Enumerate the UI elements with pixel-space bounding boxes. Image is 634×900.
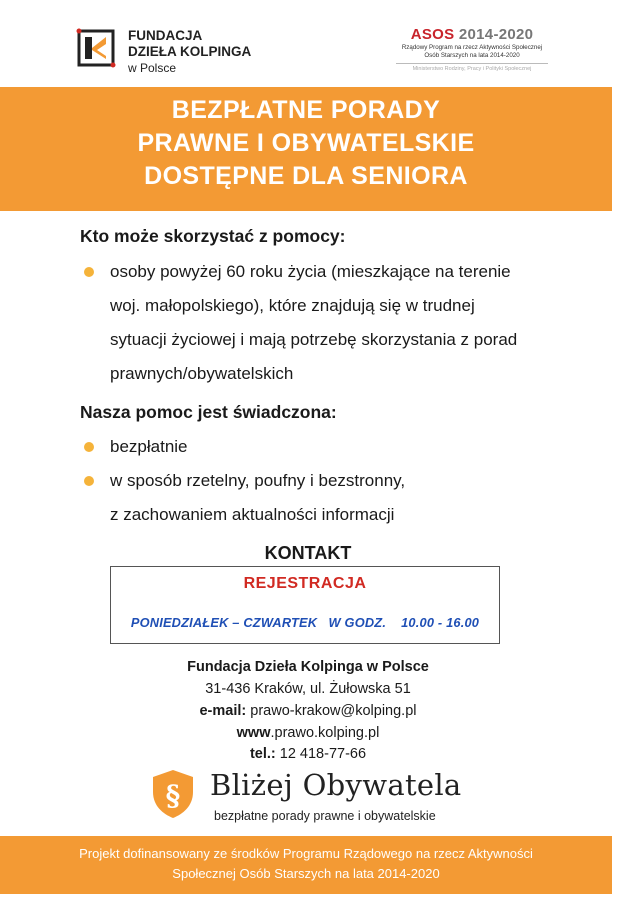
address-www — [0, 723, 616, 744]
footer-banner — [0, 836, 612, 894]
address-org: Fundacja Dzieła Kolpinga w Polsce — [187, 659, 429, 675]
section2-bullet1: bezpłatnie — [110, 437, 188, 456]
title-banner — [0, 87, 612, 211]
footer-line-1: Projekt dofinansowany ze środków Programu Rządowego na rzecz Aktywności — [79, 846, 533, 861]
banner-line-1: BEZPŁATNE PORADY — [171, 96, 441, 124]
asos-subtitle: Rządowy Program na rzecz Aktywności Społecznej Osób Starszych na lata 2014-2020 — [401, 44, 543, 59]
dot-icon — [84, 442, 94, 452]
contact-title: KONTAKT — [264, 543, 352, 563]
kolping-k-logo-icon — [76, 28, 116, 68]
blizej-title: Bliżej Obywatela — [210, 768, 462, 802]
banner-line-2: PRAWNE I OBYWATELSKIE — [137, 129, 475, 157]
section1-bullet1-line3: sytuacji życiowej i mają potrzebę skorzystania z porad — [110, 330, 518, 349]
www-link[interactable]: www.prawo.kolping.pl — [236, 725, 380, 741]
section1-heading: Kto może skorzystać z pomocy: — [80, 226, 346, 246]
office-hours: PONIEDZIAŁEK – CZWARTEK W GODZ. 10.00 - 16.00 — [130, 615, 480, 630]
dot-icon — [84, 267, 94, 277]
address-tel: tel.: 12 418-77-66 — [249, 746, 367, 762]
section2-heading: Nasza pomoc jest świadczona: — [80, 402, 337, 422]
blizej-subtitle: bezpłatne porady prawne i obywatelskie — [214, 809, 436, 823]
address-email: e-mail: prawo-krakow@kolping.pl — [199, 703, 417, 719]
section2-bullet2-line2: z zachowaniem aktualności informacji — [110, 505, 395, 524]
email-link[interactable]: prawo-krakow@kolping.pl — [250, 703, 417, 719]
banner-line-3: DOSTĘPNE DLA SENIORA — [144, 162, 468, 190]
address-street: 31-436 Kraków, ul. Żułowska 51 — [205, 681, 411, 697]
section1-bullet1-line4: prawnych/obywatelskich — [110, 364, 294, 383]
asos-heading: ASOS 2014-2020 — [410, 26, 534, 43]
contact-box — [110, 566, 500, 644]
kolping-logo — [76, 26, 316, 78]
section1-bullet1-line1: osoby powyżej 60 roku życia (mieszkające na terenie — [110, 262, 511, 281]
registration-label: REJESTRACJA — [243, 575, 367, 592]
footer-line-2: Społecznej Osób Starszych na lata 2014-2020 — [172, 866, 440, 881]
section2-bullet2-line1: w sposób rzetelny, poufny i bezstronny, — [110, 471, 406, 490]
svg-text:§: § — [165, 779, 181, 812]
paragraph-shield-icon — [150, 768, 196, 820]
asos-logo — [396, 26, 548, 72]
asos-ministry: Ministerstwo Rodziny, Pracy i Polityki Społecznej — [396, 63, 548, 72]
kolping-logo-text: FUNDACJA DZIEŁA KOLPINGA w Polsce — [128, 28, 252, 75]
dot-icon — [84, 476, 94, 486]
section1-bullet1-line2: woj. małopolskiego), które znajdują się w trudnej — [110, 296, 475, 315]
